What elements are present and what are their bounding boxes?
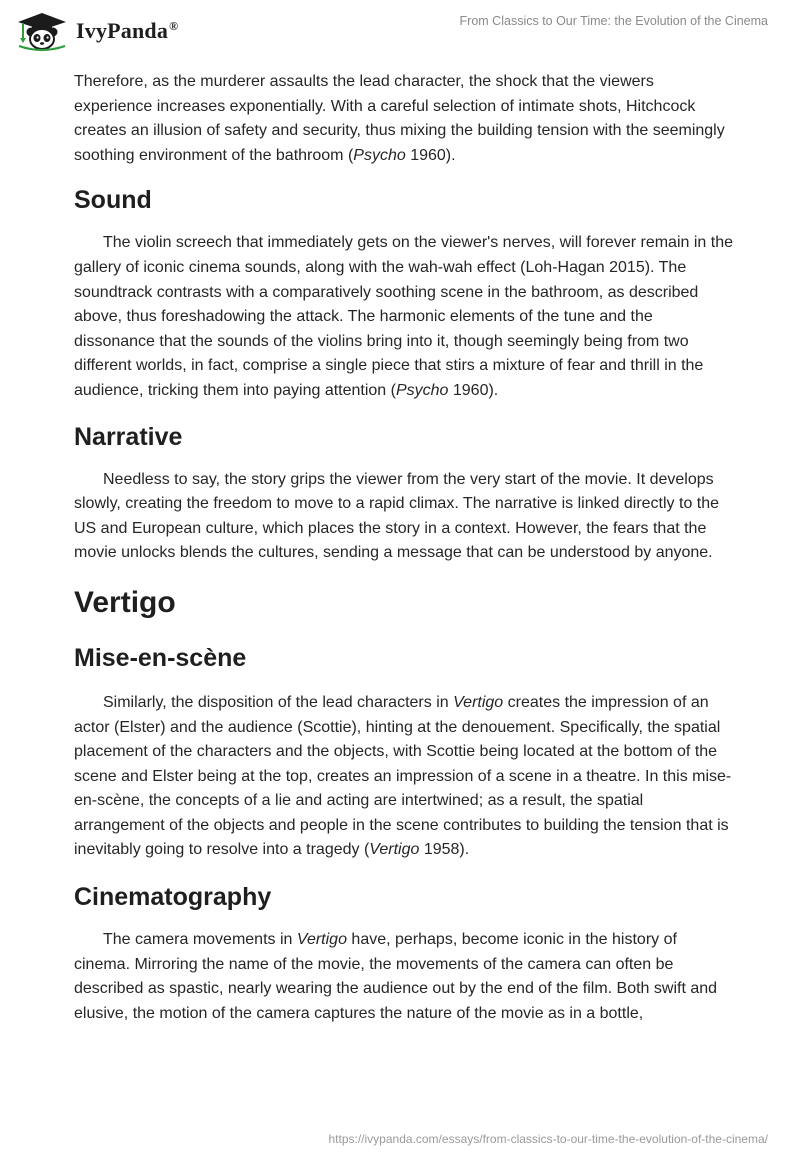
heading-sound: Sound — [74, 186, 152, 215]
heading-cinematography: Cinematography — [74, 883, 272, 912]
paragraph-mise-en-scene: Similarly, the disposition of the lead characters in Vertigo creates the impression of an actor (Elster) and the audience (Scottie), hinting at the denouement. Specifically, the spatial placement of the characters and the objects, with Scottie being located at the bottom of the scene and Elster being at the top, creates an impression of a scene in a theatre. In this mise-en-scène, the concepts of a lie and acting are intertwined; as a result, the spatial arrangement of the objects and people in the scene contributes to building the tension that is inevitably going to resolve into a tragedy (Vertigo 1958). — [74, 693, 732, 859]
heading-mise-en-scene: Mise-en-scène — [74, 643, 247, 672]
heading-narrative: Narrative — [74, 422, 183, 451]
essay-content — [74, 70, 734, 1026]
paragraph-shock: Therefore, as the murderer assaults the lead character, the shock that the viewers experience increases exponentially. With a careful selection of intimate shots, Hitchcock creates an illusion of safety and security, thus mixing the building tension with the seemingly soothing environment of the bathroom (Psycho 1960). — [74, 73, 725, 164]
logo-text: IvyPanda® — [76, 18, 179, 43]
paragraph-narrative: Needless to say, the story grips the viewer from the very start of the movie. It develops slowly, creating the freedom to move to a rapid climax. The narrative is linked directly to the US and European culture, which places the story in a context. However, the fears that the movie unlocks blends the cultures, sending a message that can be understood by anyone. — [74, 470, 720, 562]
panda-graduate-icon — [14, 10, 70, 52]
page-header — [0, 0, 800, 60]
heading-vertigo: Vertigo — [74, 585, 176, 619]
running-title: From Classics to Our Time: the Evolution of the Cinema — [459, 14, 768, 28]
ivypanda-logo[interactable] — [14, 10, 178, 52]
paragraph-sound: The violin screech that immediately gets on the viewer's nerves, will forever remain in the gallery of iconic cinema sounds, along with the wah-wah effect (Loh-Hagan 2015). The soundtrack contrasts with a comparatively soothing scene in the bathroom, as described above, thus foreshadowing the attack. The harmonic elements of the tune and the dissonance that the sounds of the violins bring into it, though seemingly being from two different worlds, in fact, comprise a single piece that stirs a mixture of fear and thrill in the audience, tricking them into paying attention (Psycho 1960). — [74, 234, 733, 399]
paragraph-cinematography: The camera movements in Vertigo have, perhaps, become iconic in the history of cinema. Mirroring the name of the movie, the movements of the camera can often be described as spastic, nearly wearing the audience out by the end of the film. Both swift and elusive, the motion of the camera captures the nature of the movie as in a bottle, — [74, 931, 718, 1022]
source-url-link[interactable]: https://ivypanda.com/essays/from-classics-to-our-time-the-evolution-of-the-cinema/ — [328, 1132, 768, 1146]
